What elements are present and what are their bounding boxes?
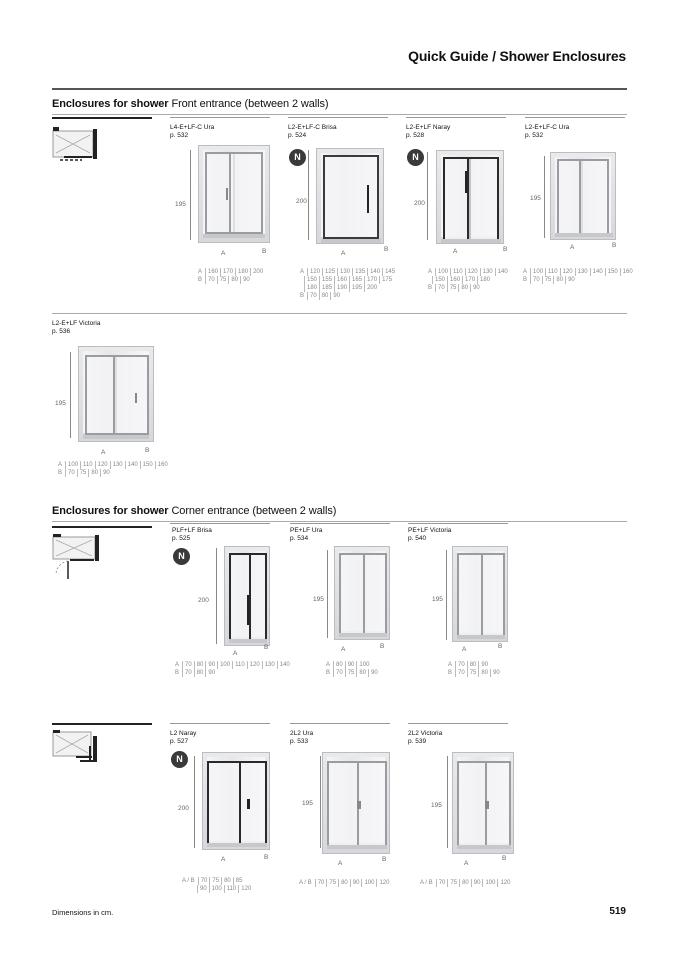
product-image-l2-e-lf-c-ura [550,152,616,240]
dimension-table-l2-e-lf-naray [426,268,510,292]
front-entrance-plan-icon [52,127,102,163]
dimension-a-label: A [453,248,458,255]
product-name: 2L2 Ura [290,730,314,737]
product-image-2l2-victoria [452,752,514,854]
product-image-l2-e-lf-naray [436,150,504,244]
product-image-pe-lf-victoria [452,546,508,642]
dimension-table-plf-lf-brisa [173,661,292,677]
product-name: PE+LF Ura [290,527,323,534]
product-page-ref[interactable]: p. 539 [408,737,427,745]
dimension-row: A / B 70 75 80 90 100 120 [420,880,511,886]
dimension-row: 150 155 160 165 170 175 [298,276,397,284]
height-dimension-line [544,156,545,238]
height-value: 195 [55,400,66,407]
dimension-a-label: A [221,250,226,257]
new-badge: N [289,149,306,166]
height-dimension-line [446,550,447,640]
product-page-ref[interactable]: p. 525 [172,534,191,542]
product-rule [408,523,508,524]
height-dimension-line [427,152,428,240]
dimension-a-label: A [570,244,575,251]
product-card-2l2-victoria[interactable] [408,730,442,745]
height-dimension-line [308,150,309,240]
dimension-b-label: B [502,855,507,862]
product-card-plf-lf-brisa[interactable] [172,527,212,542]
dimension-row: A 100 110 120 130 140 [428,269,508,275]
product-page-ref[interactable]: p. 536 [52,327,71,335]
new-badge: N [173,548,190,565]
header-rule [52,88,627,90]
product-image-l2-e-lf-c-brisa [316,148,384,244]
dimension-b-label: B [380,643,385,650]
height-dimension-line [327,550,328,638]
product-page-ref[interactable]: p. 534 [290,534,309,542]
section-rule [52,114,627,115]
corner-square-plan-icon [52,730,102,766]
section-heading-bold: Enclosures for shower [52,505,169,517]
dimension-table-2l2-ura [297,879,391,887]
product-page-ref[interactable]: p. 527 [170,737,189,745]
dimension-row: B 70 75 80 90 [428,285,480,291]
product-rule [290,723,390,724]
dimension-a-label: A [221,856,226,863]
product-page-ref[interactable]: p. 540 [408,534,427,542]
dimension-b-label: B [264,854,269,861]
row-separator [52,313,627,314]
height-value: 200 [296,198,307,205]
section-rule [52,521,627,522]
dimension-a-label: A [338,860,343,867]
dimension-row: B 70 75 80 90 [448,670,500,676]
product-name: L2-E+LF-C Ura [525,124,570,131]
dimension-a-label: A [341,646,346,653]
dimension-row: B 70 80 90 [175,670,216,676]
product-name: L4-E+LF-C Ura [170,124,215,131]
dimension-b-label: B [498,643,503,650]
product-name: PE+LF Victoria [408,527,452,534]
dimension-row: A 120 125 130 135 140 145 [300,269,396,275]
dimension-row: A 80 90 100 [326,662,370,668]
height-value: 195 [313,596,324,603]
page-title: Quick Guide / Shower Enclosures [408,48,626,64]
section-heading-corner [52,505,336,517]
product-image-l4-e-lf-c-ura [198,145,270,243]
plan-icon-rule [52,117,152,119]
height-value: 195 [175,201,186,208]
product-name: 2L2 Victoria [408,730,443,737]
product-card-pe-lf-ura[interactable] [290,527,322,542]
product-name: L2-E+LF-C Brisa [288,124,337,131]
product-card-pe-lf-victoria[interactable] [408,527,451,542]
dimension-row: 90 100 110 120 [180,885,253,893]
product-image-plf-lf-brisa [224,546,270,646]
dimension-b-label: B [384,246,389,253]
product-rule [290,523,390,524]
dimension-b-label: B [145,447,150,454]
product-image-pe-lf-ura [334,546,390,640]
dimension-b-label: B [264,644,269,651]
dimension-table-l2-naray [180,877,253,893]
product-rule [170,117,270,118]
dimension-table-2l2-victoria [418,879,512,887]
product-page-ref[interactable]: p. 528 [406,131,425,139]
dimension-a-label: A [101,449,106,456]
product-rule [406,117,506,118]
dimension-row: 180 185 190 195 200 [298,284,397,292]
dimension-row: B 70 75 80 90 [326,670,378,676]
dimension-table-pe-lf-victoria [446,661,502,677]
dimension-a-label: A [462,646,467,653]
section-heading-front [52,98,328,110]
product-page-ref[interactable]: p. 532 [170,131,189,139]
dimension-table-pe-lf-ura [324,661,380,677]
corner-entrance-plan-icon [52,534,102,582]
product-card-2l2-ura[interactable] [290,730,313,745]
height-dimension-line [70,352,71,438]
height-value: 195 [530,195,541,202]
product-card-l2-naray[interactable] [170,730,196,745]
dimension-table-l2-e-lf-c-ura [521,268,635,284]
product-rule [288,117,388,118]
dimension-row: B 70 75 80 90 [523,277,575,283]
height-dimension-line [447,756,448,848]
dimension-table-l2-e-lf-c-brisa [298,268,397,300]
height-value: 200 [198,597,209,604]
height-value: 200 [414,200,425,207]
dimension-b-label: B [382,856,387,863]
dimension-table-l2-e-lf-victoria [56,461,170,477]
product-name: L2-E+LF Naray [406,124,451,131]
product-name: PLF+LF Brisa [172,527,212,534]
section-heading-rest: Front entrance (between 2 walls) [168,98,329,110]
height-value: 195 [432,596,443,603]
dimension-row: A 100 110 120 130 140 150 160 [58,462,168,468]
new-badge: N [171,751,188,768]
dimension-row: A 100 110 120 130 140 150 160 [523,269,633,275]
new-badge: N [407,149,424,166]
product-rule [170,723,270,724]
product-card-l2-e-lf-naray[interactable] [406,124,450,139]
dimension-row: A / B 70 75 80 90 100 120 [299,880,390,886]
height-value: 195 [431,802,442,809]
dimension-row: A 160 170 180 200 [198,269,264,275]
product-rule [170,523,270,524]
product-card-l2-e-lf-c-ura[interactable] [525,124,569,139]
plan-icon-rule [52,723,152,725]
product-rule [408,723,508,724]
product-image-l2-e-lf-victoria [78,346,154,442]
product-image-2l2-ura [322,752,390,854]
height-dimension-line [190,150,191,240]
dimension-a-label: A [464,860,469,867]
dimension-a-label: A [233,650,238,657]
section-heading-bold: Enclosures for shower [52,98,169,110]
section-heading-rest: Corner entrance (between 2 walls) [168,505,337,517]
dimension-row: A 70 80 90 100 110 120 130 140 [175,662,290,668]
dimension-row: 150 160 170 180 [426,276,510,284]
product-page-ref[interactable]: p. 532 [525,131,544,139]
height-value: 200 [178,805,189,812]
product-image-l2-naray [202,752,270,850]
product-name: L2-E+LF Victoria [52,320,101,327]
dimension-b-label: B [612,242,617,249]
dimension-table-l4-e-lf-c-ura [196,268,265,284]
dimension-row: B 70 75 80 90 [58,470,110,476]
page-number: 519 [609,906,626,917]
product-name: L2 Naray [170,730,197,737]
dimension-row: B 70 80 90 [300,293,341,299]
product-card-l2-e-lf-c-brisa[interactable] [288,124,337,139]
product-rule [525,117,625,118]
dimension-row: A 70 80 90 [448,662,489,668]
height-dimension-line [194,756,195,848]
dimension-b-label: B [262,248,267,255]
height-dimension-line [216,548,217,644]
dimension-row: B 70 75 80 90 [198,277,250,283]
dimension-b-label: B [503,246,508,253]
plan-icon-rule [52,526,152,528]
product-card-l4-e-lf-c-ura[interactable] [170,124,214,139]
dimension-a-label: A [341,250,346,257]
product-page-ref[interactable]: p. 524 [288,131,307,139]
height-value: 195 [302,800,313,807]
product-page-ref[interactable]: p. 533 [290,737,309,745]
height-dimension-line [320,756,321,848]
footer-note: Dimensions in cm. [52,908,114,917]
dimension-row: A / B 70 75 80 85 [182,878,243,884]
product-card-l2-e-lf-victoria[interactable] [52,320,100,335]
